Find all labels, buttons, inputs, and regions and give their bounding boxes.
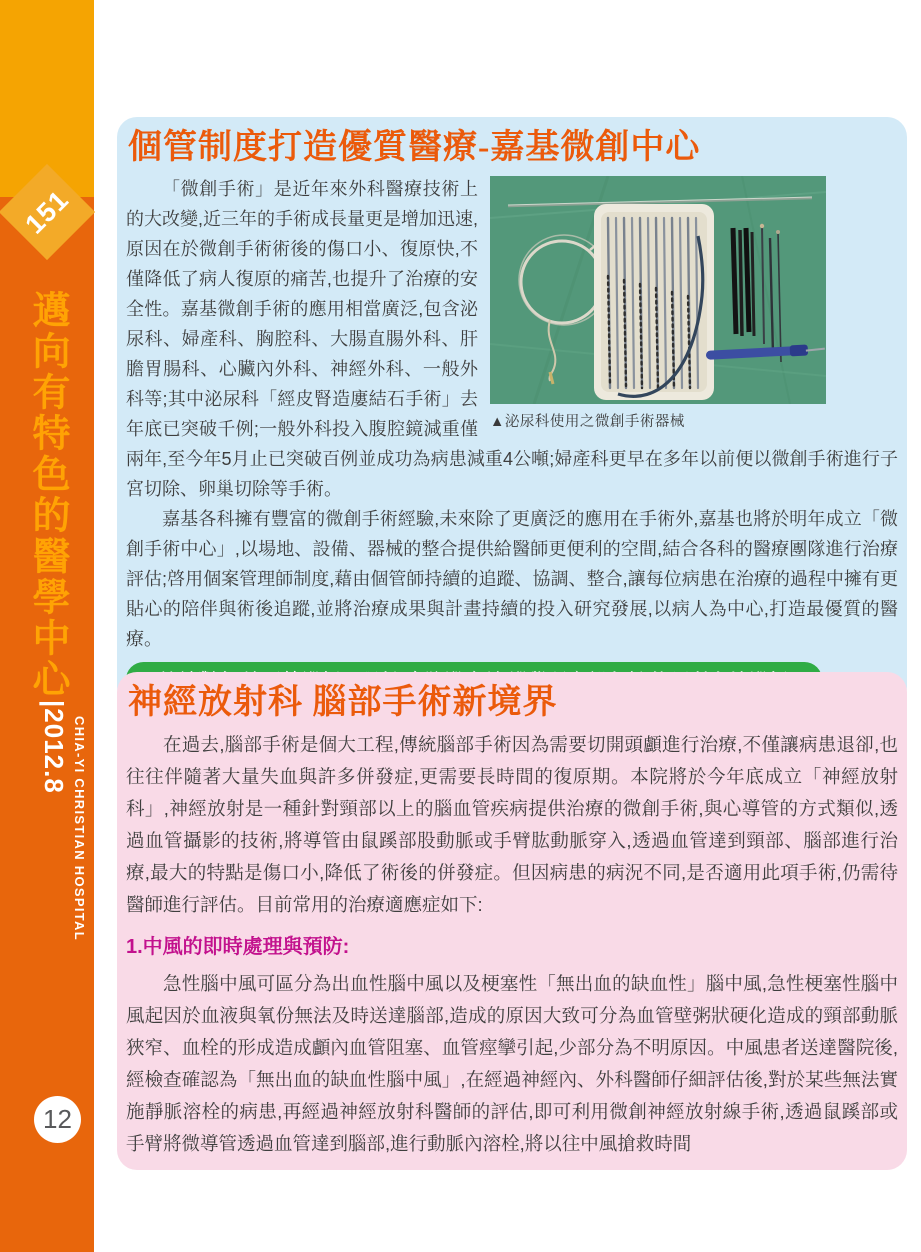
page-number-circle [34,1096,81,1143]
article-minimally-invasive-center [117,117,907,707]
sidebar [0,0,94,1252]
article2-subheading: 1.中風的即時處理與預防: [126,936,350,958]
issue-number: 151 [19,184,75,240]
article2-body [126,729,898,1160]
article2-title: 神經放射科 腦部手術新境界 [128,684,558,721]
article2-paragraph: 急性腦中風可區分為出血性腦中風以及梗塞性「無出血的缺血性」腦中風,急性梗塞性腦中風起因於血液與氧份無法及時送達腦部,造成的原因大致可分為血管壁粥狀硬化造成的頸部動脈狹窄、血栓的形成造成顱內血管阻塞、血管痙攣引起,少部分為不明原因。中風患者送達醫院後,經檢查確認為「無出血的缺血性腦中風」,在經過神經內、外科醫師仔細評估後,對於某些無法實施靜脈溶栓的病患,再經過神經放射科醫師的評估,即可利用微創神經放射線手術,透過鼠蹊部或手臂將微導管透過血管達到腦部,進行動脈內溶栓,將以往中風搶救時間 [126,973,898,1154]
issue-date: |2012.8 [39,700,69,794]
page-number: 12 [43,1104,72,1134]
photo-caption: ▲泌尿科使用之微創手術器械 [490,414,685,430]
article1-title: 個管制度打造優質醫療-嘉基微創中心 [128,129,701,166]
sidebar-vertical-title: 邁向有特色的醫學中心 [26,290,68,700]
article1-paragraph-1: 「微創手術」是近年來外科醫療技術上的大改變,近三年的手術成長量更是增加迅速,原因在於微創手術術後的傷口小、復原快,不僅降低了病人復原的痛苦,也提升了治療的安全性。嘉基微創手術的應用相當廣泛,包含泌尿科、婦產科、胸腔科、大腸直腸外科、肝膽胃腸科、心臟內外科、神經外科、一般外科等;其中泌尿科「經皮腎造廔結石手術」去年底已突破千例;一般外科投入腹腔鏡減重僅兩年,至今年5月止已突破百例並成功為病患減重4公噸;婦產科更早在多年以前便以微創手術進行子宮切除、卵巢切除等手術。 [126,179,898,499]
article1-paragraph-2: 嘉基各科擁有豐富的微創手術經驗,未來除了更廣泛的應用在手術外,嘉基也將於明年成立「微創手術中心」,以場地、設備、器械的整合提供給醫師更便利的空間,結合各科的醫療團隊進行治療評估;啓用個案管理師制度,藉由個管師持續的追蹤、協調、整合,讓每位病患在治療的過程中擁有更貼心的陪伴與術後追蹤,並將治療成果與計畫持續的投入研究發展,以病人為中心,打造最優質的醫療。 [126,509,898,649]
article1-body [126,174,898,654]
hospital-name-en: CHIA-YI CHRISTIAN HOSPITAL [72,716,87,941]
photo-figure [490,176,826,437]
article-neuroradiology [117,672,907,1170]
article2-intro: 在過去,腦部手術是個大工程,傳統腦部手術因為需要切開頭顱進行治療,不僅讓病患退卻,也往往伴隨著大量失血與許多併發症,更需要長時間的復原期。本院將於今年底成立「神經放射科」,神經放射是一種針對頸部以上的腦血管疾病提供治療的微創手術,與心導管的方式類似,透過血管攝影的技術,將導管由鼠蹊部股動脈或手臂肱動脈穿入,透過血管達到頸部、腦部進行治療,最大的特點是傷口小,降低了術後的併發症。但因病患的病況不同,是否適用此項手術,仍需待醫師進行評估。目前常用的治療適應症如下: [126,734,898,915]
surgical-instruments-photo [490,176,826,404]
